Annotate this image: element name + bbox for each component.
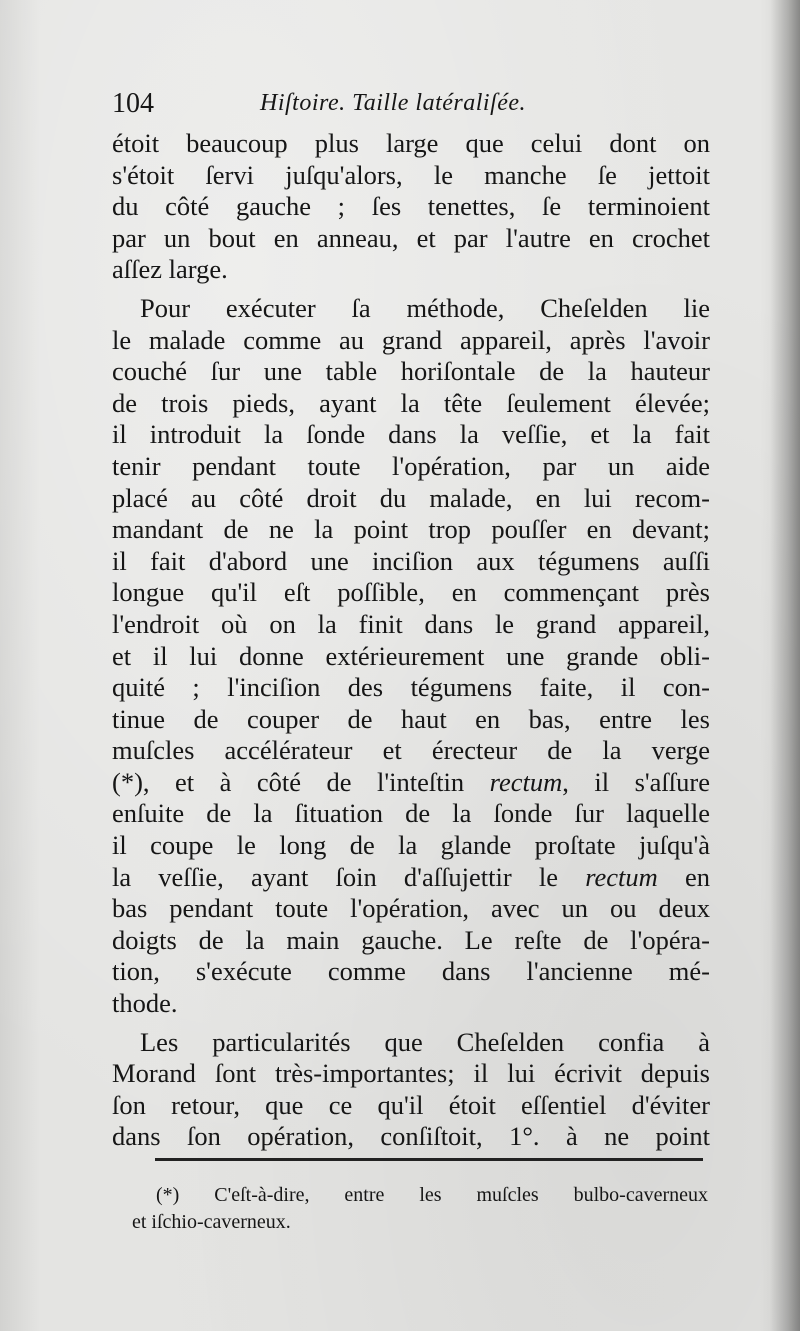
page-edge-shadow bbox=[770, 0, 800, 1331]
text-line: le malade comme au grand appareil, après l'avoir bbox=[112, 324, 710, 355]
italic-word: rectum bbox=[585, 861, 658, 892]
text-line: longue qu'il eſt poſſible, en commençant près bbox=[112, 577, 710, 608]
text-line: ſon retour, que ce qu'il étoit eſſentiel d'éviter bbox=[112, 1089, 710, 1120]
text-line: muſcles accélérateur et érecteur de la verge bbox=[112, 735, 710, 766]
text-line: et il lui donne extérieurement une grande obli- bbox=[112, 640, 710, 671]
text-line: quité ; l'inciſion des tégumens faite, il con- bbox=[112, 672, 710, 703]
text-line: (*), et à côté de l'inteſtin rectum, il s'aſſure bbox=[112, 766, 710, 797]
text-line: l'endroit où on la finit dans le grand appareil, bbox=[112, 608, 710, 639]
text-line: enſuite de la ſituation de la ſonde ſur laquelle bbox=[112, 798, 710, 829]
paragraph-3 bbox=[112, 1027, 710, 1153]
text-line: il coupe le long de la glande proſtate juſqu'à bbox=[112, 830, 710, 861]
footnote-line: (*) C'eſt-à-dire, entre les muſcles bulbo-caverneux bbox=[156, 1184, 708, 1206]
text-line: par un bout en anneau, et par l'autre en crochet bbox=[112, 222, 710, 253]
footnote-line: et iſchio-caverneux. bbox=[132, 1211, 291, 1233]
text-line: tinue de couper de haut en bas, entre les bbox=[112, 703, 710, 734]
running-head bbox=[112, 88, 712, 128]
text-line: bas pendant toute l'opération, avec un ou deux bbox=[112, 893, 710, 924]
text-line: thode. bbox=[112, 988, 178, 1019]
text-line: tion, s'exécute comme dans l'ancienne mé- bbox=[112, 956, 710, 987]
italic-word: rectum bbox=[489, 766, 563, 797]
text-line: mandant de ne la point trop pouſſer en devant; bbox=[112, 514, 710, 545]
paragraph-2 bbox=[112, 293, 710, 1020]
text-line: Morand ſont très-importantes; il lui écrivit depuis bbox=[112, 1058, 710, 1089]
footnote bbox=[132, 1182, 708, 1236]
text-line: il introduit la ſonde dans la veſſie, et la fait bbox=[112, 419, 710, 450]
text-line: du côté gauche ; ſes tenettes, ſe terminoient bbox=[112, 191, 710, 222]
text-line: placé au côté droit du malade, en lui recom- bbox=[112, 482, 710, 513]
body-text bbox=[112, 128, 710, 1153]
text-line: aſſez large. bbox=[112, 254, 228, 285]
running-title: Hiſtoire. Taille latéraliſée. bbox=[260, 90, 527, 116]
text-line: dans ſon opération, conſiſtoit, 1°. à ne point bbox=[112, 1121, 710, 1152]
text-line: Les particularités que Cheſelden confia à bbox=[140, 1026, 710, 1057]
text-line: doigts de la main gauche. Le reſte de l'opéra- bbox=[112, 924, 710, 955]
text-line: de trois pieds, ayant la tête ſeulement élevée; bbox=[112, 387, 710, 418]
page-number: 104 bbox=[112, 88, 154, 119]
paragraph-1 bbox=[112, 128, 710, 286]
text-line: étoit beaucoup plus large que celui dont on bbox=[112, 128, 710, 158]
text-line: couché ſur une table horiſontale de la hauteur bbox=[112, 356, 710, 387]
text-line: Pour exécuter ſa méthode, Cheſelden lie bbox=[140, 292, 710, 323]
text-line: s'étoit ſervi juſqu'alors, le manche ſe jettoit bbox=[112, 159, 710, 190]
text-line: il fait d'abord une inciſion aux tégumens auſſi bbox=[112, 545, 710, 576]
text-line: la veſſie, ayant ſoin d'aſſujettir le rectum en bbox=[112, 861, 710, 892]
footnote-rule bbox=[155, 1158, 703, 1161]
text-line: tenir pendant toute l'opération, par un aide bbox=[112, 450, 710, 481]
